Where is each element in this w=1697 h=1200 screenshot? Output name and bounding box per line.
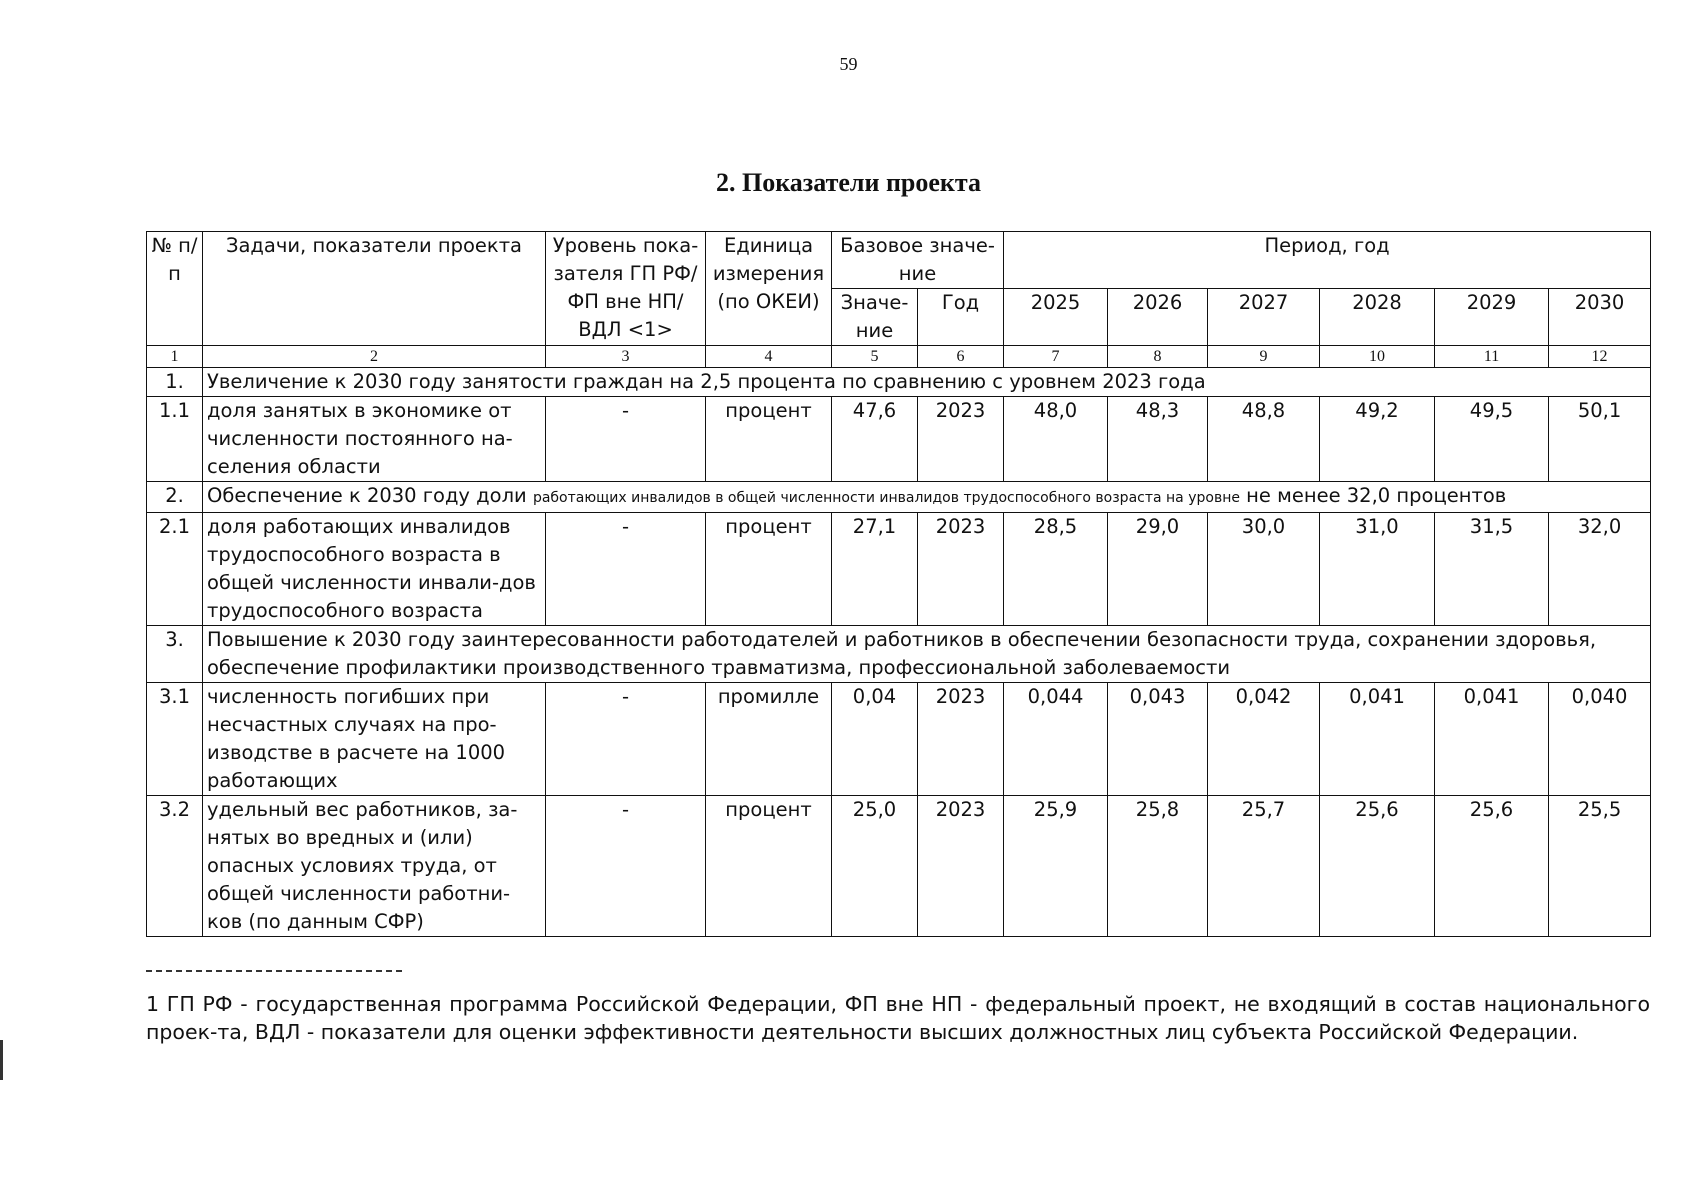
header-base-year: Год — [918, 289, 1004, 346]
table-row — [147, 796, 1651, 937]
row-base-value: 27,1 — [832, 513, 918, 626]
row-value: 29,0 — [1108, 513, 1208, 626]
header-year: 2030 — [1549, 289, 1651, 346]
row-value: 48,0 — [1004, 397, 1108, 482]
row-value: 48,3 — [1108, 397, 1208, 482]
header-year: 2028 — [1320, 289, 1435, 346]
row-unit: промилле — [706, 683, 832, 796]
section-title-part: работающих инвалидов в общей численности инвалидов трудоспособного возраста на уровне — [532, 490, 1240, 506]
column-number: 6 — [918, 346, 1004, 368]
row-unit: процент — [706, 796, 832, 937]
row-value: 25,7 — [1208, 796, 1320, 937]
row-value: 25,9 — [1004, 796, 1108, 937]
footnote-separator — [146, 970, 402, 972]
header-year: 2029 — [1435, 289, 1549, 346]
column-number: 11 — [1435, 346, 1549, 368]
row-value: 25,5 — [1549, 796, 1651, 937]
row-value: 49,2 — [1320, 397, 1435, 482]
row-value: 25,6 — [1320, 796, 1435, 937]
header-row-1 — [147, 232, 1651, 289]
row-unit: процент — [706, 513, 832, 626]
row-name: численность погибших при несчастных случаях на про-изводстве в расчете на 1000 работающих — [203, 683, 546, 796]
row-level: - — [546, 683, 706, 796]
table-row — [147, 513, 1651, 626]
header-year: 2025 — [1004, 289, 1108, 346]
header-base: Базовое значе-ние — [832, 232, 1004, 289]
header-unit: Единица измерения (по ОКЕИ) — [706, 232, 832, 346]
row-base-year: 2023 — [918, 683, 1004, 796]
section-row — [147, 626, 1651, 683]
row-value: 48,8 — [1208, 397, 1320, 482]
row-value: 0,042 — [1208, 683, 1320, 796]
row-base-value: 25,0 — [832, 796, 918, 937]
row-base-value: 47,6 — [832, 397, 918, 482]
row-base-value: 0,04 — [832, 683, 918, 796]
column-number: 9 — [1208, 346, 1320, 368]
header-tasks: Задачи, показатели проекта — [203, 232, 546, 346]
row-number: 3.1 — [147, 683, 203, 796]
column-number: 5 — [832, 346, 918, 368]
section-number: 2. — [147, 482, 203, 513]
column-number: 2 — [203, 346, 546, 368]
header-base-value: Значе-ние — [832, 289, 918, 346]
header-year: 2027 — [1208, 289, 1320, 346]
row-value: 0,043 — [1108, 683, 1208, 796]
row-value: 0,041 — [1320, 683, 1435, 796]
column-number-row — [147, 346, 1651, 368]
section-row — [147, 368, 1651, 397]
row-level: - — [546, 796, 706, 937]
row-value: 31,0 — [1320, 513, 1435, 626]
row-name: доля занятых в экономике от численности постоянного на-селения области — [203, 397, 546, 482]
row-value: 25,8 — [1108, 796, 1208, 937]
row-base-year: 2023 — [918, 796, 1004, 937]
column-number: 12 — [1549, 346, 1651, 368]
column-number: 1 — [147, 346, 203, 368]
section-title — [203, 482, 1651, 513]
row-name: удельный вес работников, за-нятых во вредных и (или) опасных условиях труда, от общей численности работни-ков (по данным СФР) — [203, 796, 546, 937]
row-level: - — [546, 397, 706, 482]
column-number: 8 — [1108, 346, 1208, 368]
row-value: 25,6 — [1435, 796, 1549, 937]
section-number: 1. — [147, 368, 203, 397]
row-number: 2.1 — [147, 513, 203, 626]
header-num: № п/п — [147, 232, 203, 346]
row-base-year: 2023 — [918, 397, 1004, 482]
row-value: 50,1 — [1549, 397, 1651, 482]
column-number: 3 — [546, 346, 706, 368]
section-title-part: не менее 32,0 процентов — [1246, 484, 1507, 507]
row-value: 28,5 — [1004, 513, 1108, 626]
row-number: 1.1 — [147, 397, 203, 482]
row-value: 0,041 — [1435, 683, 1549, 796]
section-title: Увеличение к 2030 году занятости граждан на 2,5 процента по сравнению с уровнем 2023 года — [203, 368, 1651, 397]
row-base-year: 2023 — [918, 513, 1004, 626]
row-name: доля работающих инвалидов трудоспособного возраста в общей численности инвали-дов трудоспособного возраста — [203, 513, 546, 626]
section-title-part: Обеспечение к 2030 году доли — [207, 484, 527, 507]
row-level: - — [546, 513, 706, 626]
header-year: 2026 — [1108, 289, 1208, 346]
header-level: Уровень пока-зателя ГП РФ/ФП вне НП/ВДЛ <1> — [546, 232, 706, 346]
page-number: 59 — [839, 54, 858, 74]
row-number: 3.2 — [147, 796, 203, 937]
column-number: 7 — [1004, 346, 1108, 368]
row-value: 49,5 — [1435, 397, 1549, 482]
page-title: 2. Показатели проекта — [715, 168, 981, 197]
section-number: 3. — [147, 626, 203, 683]
row-value: 0,044 — [1004, 683, 1108, 796]
section-row — [147, 482, 1651, 513]
table-row — [147, 397, 1651, 482]
column-number: 4 — [706, 346, 832, 368]
row-unit: процент — [706, 397, 832, 482]
table-row — [147, 683, 1651, 796]
row-value: 31,5 — [1435, 513, 1549, 626]
header-period: Период, год — [1004, 232, 1651, 289]
row-value: 30,0 — [1208, 513, 1320, 626]
column-number: 10 — [1320, 346, 1435, 368]
row-value: 0,040 — [1549, 683, 1651, 796]
scan-edge-mark — [0, 1040, 3, 1080]
section-title: Повышение к 2030 году заинтересованности работодателей и работников в обеспечении безопасности труда, сохранении здоровья, обеспечение профилактики производственного травматизма, профессиональной заболеваемости — [203, 626, 1651, 683]
footnote: 1 ГП РФ - государственная программа Российской Федерации, ФП вне НП - федеральный проект, не входящий в состав национального проек-та, ВДЛ - показатели для оценки эффективности деятельности высших должностных лиц субъекта Российской Федерации. — [146, 992, 1650, 1044]
indicators-table — [146, 231, 1651, 937]
row-value: 32,0 — [1549, 513, 1651, 626]
